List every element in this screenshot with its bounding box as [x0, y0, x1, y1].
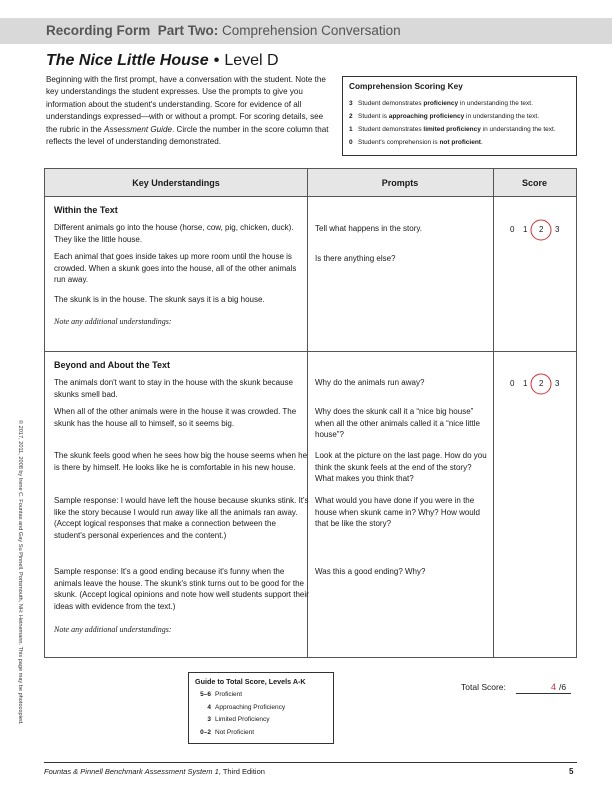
scoring-key-strong: approaching proficiency: [388, 113, 465, 120]
guide-title: Guide to Total Score, Levels A-K: [195, 677, 306, 686]
key-understanding: The skunk feels good when he sees how big the house seems when he is there by himself. He looks like he is comfortable in his new house.: [54, 451, 308, 472]
guide-row: [195, 714, 327, 727]
title-separator: •: [213, 52, 220, 69]
page-title: [46, 52, 279, 70]
scoring-key-num: 1: [349, 126, 353, 133]
score-option-3[interactable]: 3: [555, 225, 560, 234]
section-title-within: Within the Text: [54, 205, 118, 215]
scoring-key-text: Student demonstrates: [358, 126, 424, 133]
prompt: Look at the picture on the last page. How do you think the skunk feels at the end of the story? What makes you think that?: [315, 451, 487, 483]
score-option-2[interactable]: 2: [539, 225, 544, 234]
header-part-num: Part Two:: [157, 23, 219, 38]
footer-rule: [44, 762, 577, 763]
footer-edition: , Third Edition: [218, 767, 265, 776]
score-circle-mark: [530, 373, 552, 395]
level-label: Level D: [224, 52, 279, 69]
guide-row: [195, 702, 327, 715]
header-bar: [0, 18, 612, 44]
score-option-1[interactable]: 1: [523, 225, 528, 234]
prompt: Why does the skunk call it a “nice big house” when all the other animals called it a “nice little house”?: [315, 407, 480, 439]
total-score-guide: [188, 672, 334, 744]
score-selector[interactable]: [505, 377, 575, 391]
key-understanding: Sample response: It's a good ending because it's funny when the animals leave the house. The skunk's stink turns out to be good for the skunk. (Accept logical opinions and note how well students support their ideas with evidence from the text.): [54, 567, 309, 611]
guide-label: Proficient: [215, 691, 243, 698]
score-option-2[interactable]: 2: [539, 379, 544, 388]
additional-note: Note any additional understandings:: [54, 625, 172, 634]
scoring-key-strong: proficiency: [423, 100, 459, 107]
score-circle-mark: [530, 219, 552, 241]
key-understanding: Different animals go into the house (horse, cow, pig, chicken, duck). They like the little house.: [54, 223, 294, 244]
header-form-label: Recording Form: [46, 23, 151, 38]
key-understanding: When all of the other animals were in the house it was crowded. The skunk has the house all to himself, so it seems big.: [54, 407, 297, 428]
scoring-key-text: Student is: [358, 113, 389, 120]
scoring-key-num: 0: [349, 139, 353, 146]
copyright-note: © 2017, 2011, 2008 by Irene C. Fountas and Gay Su Pinnell. Portsmouth, NH: Heinemann. This page may be photocopied.: [17, 420, 23, 725]
guide-range: 3: [207, 716, 211, 724]
key-understanding: Sample response: I would have left the house because skunks stink. It's like the story because I would run away like all the animals ran away. (Accept logical responses that make a connection between the student's personal experiences and the content.): [54, 496, 309, 540]
instructions-guide-ref: Assessment Guide: [104, 124, 172, 134]
table-header: [45, 169, 576, 197]
total-score-value[interactable]: 4: [551, 682, 557, 692]
scoring-key-text: Student demonstrates: [358, 100, 424, 107]
guide-label: Not Proficient: [215, 728, 255, 736]
scoring-key-row: [349, 136, 570, 149]
score-option-0[interactable]: 0: [510, 379, 515, 388]
scoring-key-text: .: [480, 139, 483, 146]
instructions-text-1: Beginning with the first prompt, have a conversation with the student. Note the key understandings the student expresses. Use the prompts to give you information about the student's understanding. Score for evidence of all understandings expressed—with or without a prompt. For scoring details, see the rubric in the: [46, 75, 326, 134]
key-understanding: The skunk is in the house. The skunk says it is a big house.: [54, 295, 265, 304]
prompt: What would you have done if you were in the house when skunk came in? Why? How would that be like the story?: [315, 496, 480, 528]
instructions-text-2: . Circle the number in the score column that reflects the level of understanding demonstrated.: [46, 124, 329, 147]
key-understanding: The animals don't want to stay in the house with the skunk because skunks smell bad.: [54, 378, 293, 399]
col-header-key-understandings: Key Understandings: [132, 178, 220, 188]
col-header-score: Score: [521, 178, 547, 188]
prompt: Why do the animals run away?: [315, 378, 425, 387]
scoring-key-text: in understanding the text.: [464, 113, 540, 120]
scoring-key-strong: not proficient: [439, 139, 481, 146]
scoring-key-row: [349, 97, 570, 110]
scoring-key-title: Comprehension Scoring Key: [349, 81, 463, 91]
guide-row: [195, 727, 327, 740]
scoring-key-text: in understanding the text.: [458, 100, 533, 107]
score-option-3[interactable]: 3: [555, 379, 560, 388]
prompt: Is there anything else?: [315, 254, 396, 263]
total-score-max: /6: [559, 682, 567, 692]
footer-citation: [44, 767, 265, 776]
scoring-key-num: 2: [349, 113, 353, 120]
score-option-1[interactable]: 1: [523, 379, 528, 388]
guide-range: 4: [207, 703, 211, 711]
prompt: Was this a good ending? Why?: [315, 567, 426, 576]
column-divider: [493, 169, 494, 657]
comprehension-table: [44, 168, 577, 658]
scoring-key: [342, 76, 577, 156]
scoring-key-text: in understanding the text.: [480, 126, 556, 133]
score-selector[interactable]: [505, 223, 575, 237]
scoring-key-strong: limited proficiency: [423, 126, 481, 133]
guide-row: [195, 689, 327, 702]
score-option-0[interactable]: 0: [510, 225, 515, 234]
additional-note: Note any additional understandings:: [54, 317, 172, 326]
header-title: [46, 23, 401, 38]
col-header-prompts: Prompts: [381, 178, 419, 188]
total-score: [461, 682, 567, 692]
scoring-key-num: 3: [349, 100, 353, 107]
guide-range: 0–2: [200, 728, 211, 736]
book-title: The Nice Little House: [46, 52, 209, 69]
section-title-beyond: Beyond and About the Text: [54, 360, 170, 370]
scoring-key-row: [349, 110, 570, 123]
row-divider: [45, 351, 576, 352]
total-score-label: Total Score:: [461, 682, 506, 692]
guide-range: 5–6: [200, 691, 211, 698]
guide-label: Limited Proficiency: [215, 716, 270, 724]
key-understanding: Each animal that goes inside takes up more room until the house is crowded. When a skunk goes into the house, all of the other animals run away.: [54, 252, 297, 284]
total-score-line: [516, 693, 571, 694]
footer-text: Fountas & Pinnell Benchmark Assessment System: [44, 767, 215, 776]
header-part-title: Comprehension Conversation: [222, 23, 401, 38]
scoring-key-row: [349, 123, 570, 136]
footer-edition-num: 1: [214, 767, 219, 776]
scoring-key-text: Student's comprehension is: [358, 139, 440, 146]
instructions: [46, 74, 336, 148]
prompt: Tell what happens in the story.: [315, 224, 423, 233]
page-number: 5: [569, 767, 574, 776]
guide-label: Approaching Proficiency: [215, 703, 286, 711]
